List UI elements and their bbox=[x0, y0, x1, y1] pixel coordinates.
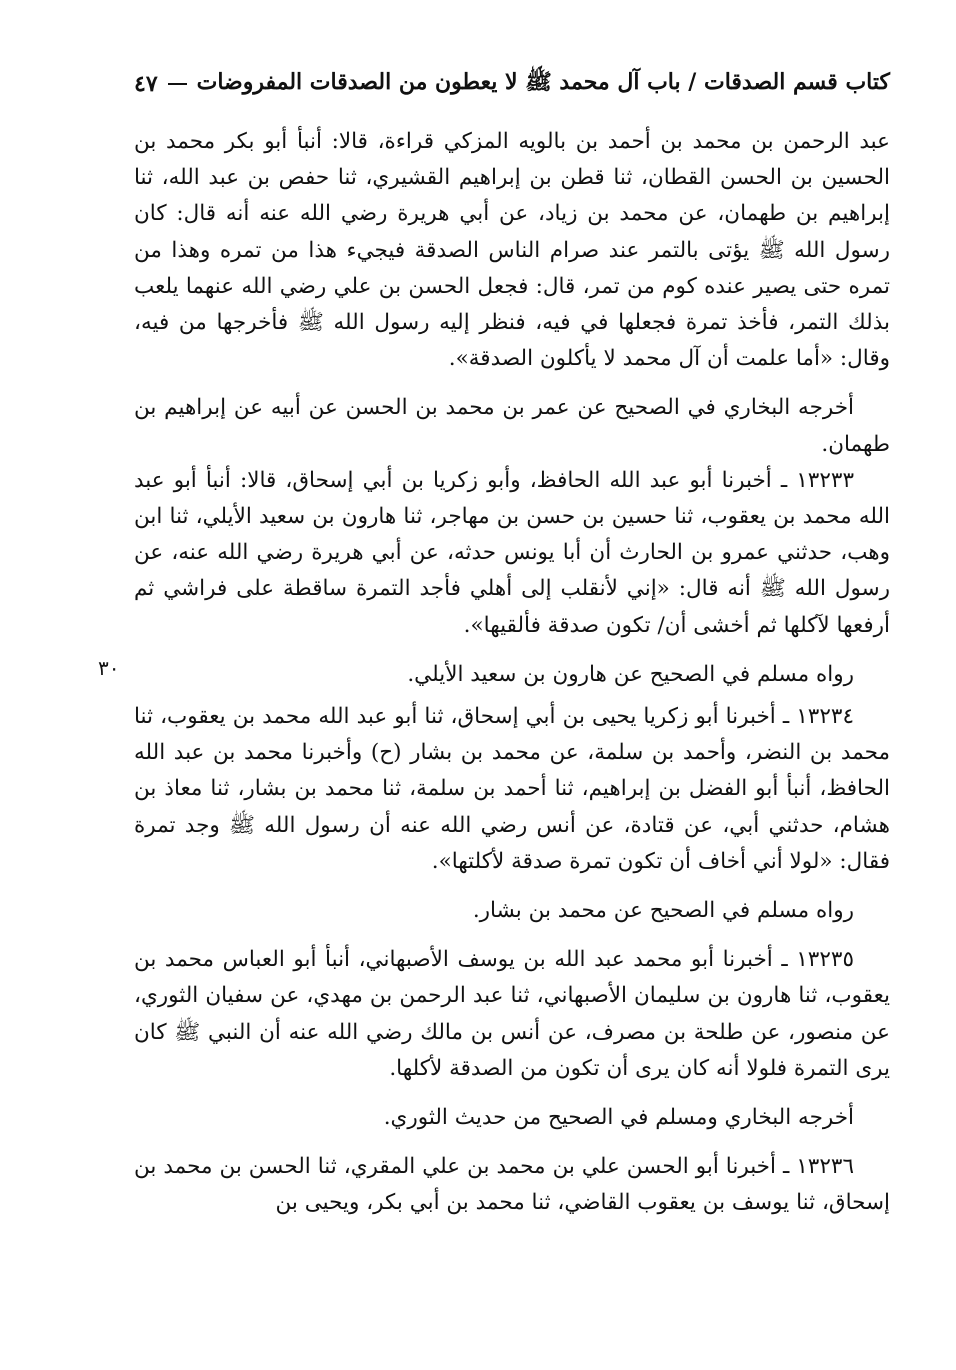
paragraph-4: رواه مسلم في الصحيح عن هارون بن سعيد الأيلي. bbox=[407, 661, 854, 687]
paragraph-8: أخرجه البخاري ومسلم في الصحيح من حديث الثوري. bbox=[383, 1105, 854, 1131]
hadith-13234: ١٣٢٣٤ ـ أخبرنا أبو زكريا يحيى بن أبي إسحاق، ثنا أبو عبد الله محمد بن يعقوب، ثنا محمد بن النضر، وأحمد بن سلمة، عن محمد بن بشار (ح) وأخبرنا محمد بن عبد الله الحافظ، أنبأ أبو الفضل بن إبراهيم، ثنا أحمد بن سلمة، ثنا محمد بن بشار، ثنا معاذ بن هشام، حدثني أبي، عن قتادة، عن أنس رضي الله عنه أن رسول الله ﷺ وجد تمرة فقال: «لولا أني أخاف أن تكون تمرة صدقة لأكلتها». bbox=[134, 704, 890, 874]
margin-page-marker: ٣٠ bbox=[98, 656, 120, 680]
hadith-13235: ١٣٢٣٥ ـ أخبرنا أبو محمد عبد الله بن يوسف الأصبهاني، أنبأ أبو العباس محمد بن يعقوب، ثنا هارون بن سليمان الأصبهاني، ثنا عبد الرحمن بن مهدي، عن سفيان الثوري، عن منصور، عن طلحة بن مصرف، عن أنس بن مالك رضي الله عنه أن النبي ﷺ كان يرى التمرة فلولا أنه كان يرى أن تكون من الصدقة لأكلها. bbox=[134, 947, 890, 1081]
header-rule bbox=[168, 83, 187, 85]
page-number: ٤٧ bbox=[134, 71, 158, 97]
paragraph-2: أخرجه البخاري في الصحيح عن عمر بن محمد بن الحسن عن أبيه عن إبراهيم بن طهمان. bbox=[134, 395, 890, 457]
hadith-13236: ١٣٢٣٦ ـ أخبرنا أبو الحسن علي بن محمد بن علي المقري، ثنا الحسن بن محمد بن إسحاق، ثنا يوسف بن يعقوب القاضي، ثنا محمد بن أبي بكر، ويحيى بن bbox=[134, 1154, 890, 1216]
page-body bbox=[134, 62, 890, 1222]
paragraph-1: عبد الرحمن بن محمد بن أحمد بن بالويه المزكي قراءة، قالا: أنبأ أبو بكر محمد بن الحسين بن الحسن القطان، ثنا قطن بن إبراهيم القشيري، ثنا حفص بن عبد الله، ثنا إبراهيم بن طهمان، عن محمد بن زياد، عن أبي هريرة رضي الله عنه أنه قال: كان رسول الله ﷺ يؤتى بالتمر عند صرام الناس الصدقة فيجيء هذا من تمره وهذا من تمره حتى يصير عنده كوم من تمر، قال: فجعل الحسن بن علي رضي الله عنهما يلعب بذلك التمر، فأخذ تمرة فجعلها في فيه، فنظر إليه رسول الله ﷺ فأخرجها من فيه، وقال: «أما علمت أن آل محمد لا يأكلون الصدقة». bbox=[134, 129, 890, 372]
header-title: كتاب قسم الصدقات / باب آل محمد ﷺ لا يعطون من الصدقات المفروضات bbox=[196, 69, 890, 95]
running-header bbox=[134, 62, 890, 106]
hadith-13233: ١٣٢٣٣ ـ أخبرنا أبو عبد الله الحافظ، وأبو زكريا بن أبي إسحاق، قالا: أنبأ أبو عبد الله محمد بن يعقوب، ثنا حسين بن حسن بن مهاجر، ثنا هارون بن سعيد الأيلي، ثنا ابن وهب، حدثني عمرو بن الحارث أن أبا يونس حدثه، عن أبي هريرة رضي الله عنه، عن رسول الله ﷺ أنه قال: «إني لأنقلب إلى أهلي فأجد التمرة ساقطة على فراشي ثم أرفعها لآكلها ثم أخشى أن/ تكون صدقة فألقيها». bbox=[134, 467, 890, 638]
paragraph-6: رواه مسلم في الصحيح عن محمد بن بشار. bbox=[472, 898, 854, 924]
